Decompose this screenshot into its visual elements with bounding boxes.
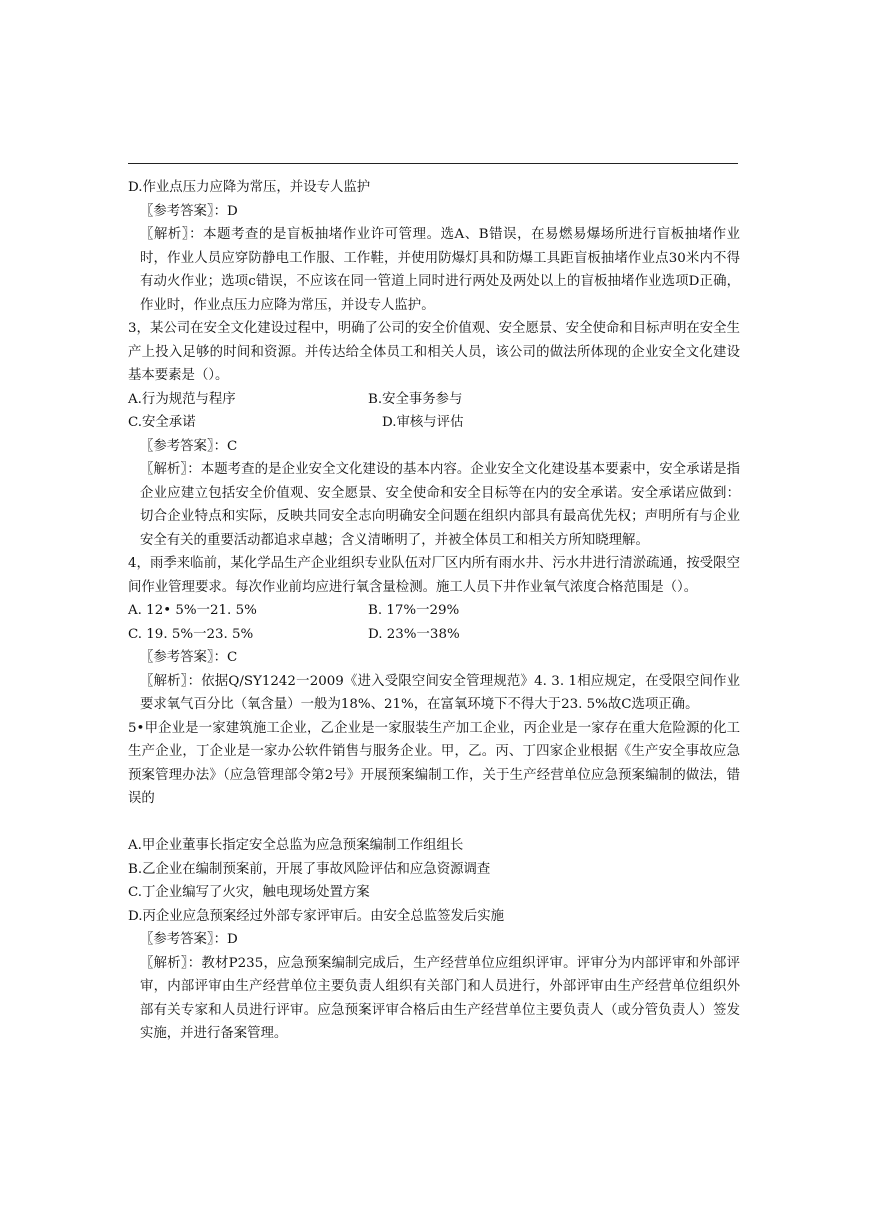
- q3-options-row-2: [128, 411, 740, 435]
- q3-option-a: A.行为规范与程序: [128, 391, 236, 407]
- q4-option-b: B. 17%一29%: [368, 603, 460, 618]
- q2-option-d: D.作业点压力应降为常压，并设专人监护: [128, 180, 371, 195]
- q4-option-c: C. 19. 5%一23. 5%: [128, 626, 254, 642]
- q4-option-a: A. 12• 5%一21. 5%: [128, 603, 257, 618]
- q3-option-d: D.审核与评估: [382, 415, 464, 430]
- q3-option-b: B.安全事务参与: [368, 391, 463, 407]
- q4-options-row-2: [128, 623, 740, 647]
- q5-option-b: B.乙企业在编制预案前，开展了事故风险评估和应急资源调查: [128, 861, 491, 877]
- q5-option-c: C.丁企业编写了火灾，触电现场处置方案: [128, 885, 370, 900]
- q3-analysis: 〖解析〗：本题考查的是企业安全文化建设的基本内容。企业安全文化建设基本要素中，安全承诺是指企业应建立包括安全价值观、安全愿景、安全使命和安全目标等在内的安全承诺。安全承诺应做到：切合企业特点和实际，反映共同安全志向明确安全问题在组织内部具有最高优先权；声明所有与企业安全有关的重要活动都追求卓越；含义清晰明了，并被全体员工和相关方所知晓理解。: [140, 462, 740, 548]
- q4-answer: 〖参考答案〗：C: [140, 650, 238, 665]
- q5-stem: 5•甲企业是一家建筑施工企业，乙企业是一家服装生产加工企业，丙企业是一家存在重大危险源的化工生产企业，丁企业是一家办公软件销售与服务企业。甲，乙。丙、丁四家企业根据《生产安全事故应急预案管理办法》（应急管理部令第2号》开展预案编制工作，关于生产经营单位应急预案编制的做法，错误的: [128, 720, 740, 806]
- q3-stem: 3，某公司在安全文化建设过程中，明确了公司的安全价值观、安全愿景、安全使命和目标声明在安全生产上投入足够的时间和资源。并传达给全体员工和相关人员，该公司的做法所体现的企业安全文化建设基本要素是（）。: [128, 321, 740, 383]
- q5-option-d: D.丙企业应急预案经过外部专家评审后。由安全总监签发后实施: [128, 908, 505, 924]
- q4-options-row-1: [128, 599, 740, 623]
- header-rule: [128, 163, 738, 164]
- q4-stem: 4，雨季来临前，某化学品生产企业组织专业队伍对厂区内所有雨水井、污水井进行清淤疏通，按受限空间作业管理要求。每次作业前均应进行氧含量检测。施工人员下井作业氧气浓度合格范围是（）。: [128, 556, 740, 595]
- q3-answer: 〖参考答案〗：C: [140, 438, 238, 454]
- q3-option-c: C.安全承诺: [128, 415, 196, 430]
- q5-analysis: 〖解析〗：教材P235，应急预案编制完成后，生产经营单位应组织评审。评审分为内部评审和外部评审，内部评审由生产经营单位主要负责人组织有关部门和人员进行，外部评审由生产经营单位组织外部有关专家和人员进行评审。应急预案评审合格后由生产经营单位主要负责人（或分管负责人）签发实施，并进行备案管理。: [140, 955, 740, 1041]
- q3-options-row-1: [128, 388, 740, 412]
- document-body: [128, 176, 740, 1046]
- q4-analysis: 〖解析〗：依据Q/SY1242一2009《进入受限空间安全管理规范》4. 3. 1相应规定，在受限空间作业要求氧气百分比（氧含量）一般为18%、21%，在富氧环境下不得大于23. 5%故C选项正确。: [140, 673, 740, 712]
- q4-option-d: D. 23%一38%: [368, 626, 460, 642]
- q2-answer: 〖参考答案〗：D: [140, 203, 238, 219]
- q5-option-a: A.甲企业董事长指定安全总监为应急预案编制工作组组长: [128, 838, 464, 853]
- blank-line: [128, 811, 740, 835]
- q2-analysis: 〖解析〗：本题考查的是盲板抽堵作业许可管理。选A、B错误，在易燃易爆场所进行盲板抽堵作业时，作业人员应穿防静电工作服、工作鞋，并使用防爆灯具和防爆工具距盲板抽堵作业点30米内不得有动火作业；选项c错误，不应该在同一管道上同时进行两处及两处以上的盲板抽堵作业选项D正确，作业时，作业点压力应降为常压，并设专人监护。: [140, 227, 740, 313]
- q5-answer: 〖参考答案〗：D: [140, 932, 238, 947]
